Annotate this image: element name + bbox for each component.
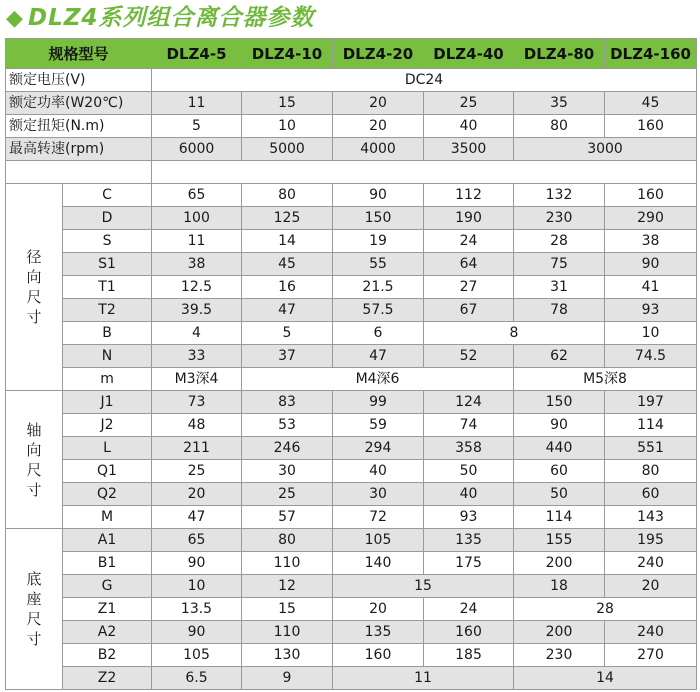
row-name: M xyxy=(63,506,152,529)
cell: 11 xyxy=(152,92,242,115)
cell: 21.5 xyxy=(333,276,424,299)
table-row xyxy=(6,483,697,506)
row-name: J1 xyxy=(63,391,152,414)
cell: 6.5 xyxy=(152,667,242,690)
cell: 25 xyxy=(242,483,333,506)
header-model: DLZ4-80 xyxy=(514,39,605,69)
cell: 19 xyxy=(333,230,424,253)
cell: 3500 xyxy=(424,138,514,161)
row-name: D xyxy=(63,207,152,230)
table-row xyxy=(6,207,697,230)
cell: 60 xyxy=(514,460,605,483)
cell: 5 xyxy=(242,322,333,345)
cell: 150 xyxy=(514,391,605,414)
cell: 38 xyxy=(605,230,697,253)
row-name: S1 xyxy=(63,253,152,276)
cell: 65 xyxy=(152,184,242,207)
cell: 20 xyxy=(605,575,697,598)
cell: 16 xyxy=(242,276,333,299)
cell: 45 xyxy=(605,92,697,115)
table-row xyxy=(6,529,697,552)
cell: 175 xyxy=(424,552,514,575)
diamond-icon: ◆ xyxy=(6,6,23,31)
cell: 5000 xyxy=(242,138,333,161)
cell: 15 xyxy=(333,575,514,598)
row-name: Z2 xyxy=(63,667,152,690)
cell: 240 xyxy=(605,621,697,644)
cell: 20 xyxy=(333,92,424,115)
cell: 20 xyxy=(333,115,424,138)
cell: 114 xyxy=(514,506,605,529)
cell: 200 xyxy=(514,552,605,575)
cell: 140 xyxy=(333,552,424,575)
row-name: T1 xyxy=(63,276,152,299)
empty-cell xyxy=(152,161,697,184)
row-label: 额定功率(W20℃) xyxy=(6,92,152,115)
table-row xyxy=(6,598,697,621)
cell: 14 xyxy=(242,230,333,253)
cell: 114 xyxy=(605,414,697,437)
cell: 11 xyxy=(152,230,242,253)
cell: 24 xyxy=(424,230,514,253)
cell: 270 xyxy=(605,644,697,667)
row-label: 最高转速(rpm) xyxy=(6,138,152,161)
cell: 80 xyxy=(242,529,333,552)
cell: 40 xyxy=(424,115,514,138)
cell: 28 xyxy=(514,230,605,253)
table-row xyxy=(6,644,697,667)
cell: 294 xyxy=(333,437,424,460)
cell: 25 xyxy=(152,460,242,483)
table-row xyxy=(6,552,697,575)
cell: 230 xyxy=(514,644,605,667)
cell: 57.5 xyxy=(333,299,424,322)
cell: 12.5 xyxy=(152,276,242,299)
cell: 93 xyxy=(424,506,514,529)
cell: 40 xyxy=(333,460,424,483)
table-row xyxy=(6,506,697,529)
cell: 83 xyxy=(242,391,333,414)
table-row xyxy=(6,184,697,207)
header-model: DLZ4-160 xyxy=(605,39,697,69)
row-name: C xyxy=(63,184,152,207)
table-row xyxy=(6,138,697,161)
table-row xyxy=(6,345,697,368)
cell: 160 xyxy=(605,184,697,207)
cell: 5 xyxy=(152,115,242,138)
cell: 62 xyxy=(514,345,605,368)
cell: 290 xyxy=(605,207,697,230)
row-label: 额定电压(V) xyxy=(6,69,152,92)
row-name: J2 xyxy=(63,414,152,437)
table-row xyxy=(6,276,697,299)
table-row xyxy=(6,322,697,345)
cell: 59 xyxy=(333,414,424,437)
cell: 74.5 xyxy=(605,345,697,368)
cell: 65 xyxy=(152,529,242,552)
cell: 28 xyxy=(514,598,697,621)
table-row xyxy=(6,230,697,253)
cell: 551 xyxy=(605,437,697,460)
cell: 132 xyxy=(514,184,605,207)
table-row xyxy=(6,414,697,437)
cell: 105 xyxy=(152,644,242,667)
cell: 41 xyxy=(605,276,697,299)
cell: DC24 xyxy=(152,69,697,92)
cell: M5深8 xyxy=(514,368,697,391)
cell: 10 xyxy=(605,322,697,345)
cell: 14 xyxy=(514,667,697,690)
cell: 10 xyxy=(242,115,333,138)
row-name: A2 xyxy=(63,621,152,644)
cell: 50 xyxy=(424,460,514,483)
cell: 47 xyxy=(152,506,242,529)
cell: 4000 xyxy=(333,138,424,161)
cell: 50 xyxy=(514,483,605,506)
table-row xyxy=(6,437,697,460)
cell: 47 xyxy=(333,345,424,368)
cell: 38 xyxy=(152,253,242,276)
cell: 105 xyxy=(333,529,424,552)
row-name: A1 xyxy=(63,529,152,552)
cell: 100 xyxy=(152,207,242,230)
header-row xyxy=(6,39,697,69)
cell: 112 xyxy=(424,184,514,207)
cell: 130 xyxy=(242,644,333,667)
cell: 99 xyxy=(333,391,424,414)
group-label-base: 底 座 尺 寸 xyxy=(6,529,63,690)
row-name: Z1 xyxy=(63,598,152,621)
cell: 12 xyxy=(242,575,333,598)
header-model: DLZ4-40 xyxy=(424,39,514,69)
cell: 230 xyxy=(514,207,605,230)
table-row xyxy=(6,299,697,322)
cell: 185 xyxy=(424,644,514,667)
row-name: m xyxy=(63,368,152,391)
row-name: B xyxy=(63,322,152,345)
header-model: DLZ4-20 xyxy=(333,39,424,69)
cell: 150 xyxy=(333,207,424,230)
table-row xyxy=(6,460,697,483)
cell: 190 xyxy=(424,207,514,230)
cell: 39.5 xyxy=(152,299,242,322)
cell: 135 xyxy=(424,529,514,552)
cell: 45 xyxy=(242,253,333,276)
cell: 53 xyxy=(242,414,333,437)
cell: 60 xyxy=(605,483,697,506)
cell: 93 xyxy=(605,299,697,322)
cell: 6000 xyxy=(152,138,242,161)
cell: 110 xyxy=(242,621,333,644)
cell: 31 xyxy=(514,276,605,299)
cell: 57 xyxy=(242,506,333,529)
cell: 358 xyxy=(424,437,514,460)
row-name: G xyxy=(63,575,152,598)
row-label: 额定扭矩(N.m) xyxy=(6,115,152,138)
cell: 195 xyxy=(605,529,697,552)
row-name: B1 xyxy=(63,552,152,575)
cell: M4深6 xyxy=(242,368,514,391)
cell: 200 xyxy=(514,621,605,644)
row-name: Q1 xyxy=(63,460,152,483)
table-row xyxy=(6,391,697,414)
cell: 20 xyxy=(333,598,424,621)
row-name: Q2 xyxy=(63,483,152,506)
header-model: DLZ4-5 xyxy=(152,39,242,69)
title-bar xyxy=(0,0,700,38)
cell: 37 xyxy=(242,345,333,368)
table-row xyxy=(6,92,697,115)
table-row xyxy=(6,575,697,598)
header-model: DLZ4-10 xyxy=(242,39,333,69)
page-title: DLZ4系列组合离合器参数 xyxy=(28,5,315,31)
cell: 55 xyxy=(333,253,424,276)
row-name: B2 xyxy=(63,644,152,667)
cell: 25 xyxy=(424,92,514,115)
cell: 73 xyxy=(152,391,242,414)
cell: 52 xyxy=(424,345,514,368)
cell: 47 xyxy=(242,299,333,322)
cell: 9 xyxy=(242,667,333,690)
cell: 48 xyxy=(152,414,242,437)
cell: 10 xyxy=(152,575,242,598)
cell: 90 xyxy=(605,253,697,276)
cell: 67 xyxy=(424,299,514,322)
cell: 64 xyxy=(424,253,514,276)
spec-table xyxy=(5,38,697,690)
cell: 24 xyxy=(424,598,514,621)
cell: 125 xyxy=(242,207,333,230)
cell: 40 xyxy=(424,483,514,506)
cell: 90 xyxy=(152,621,242,644)
table-row xyxy=(6,621,697,644)
cell: 27 xyxy=(424,276,514,299)
cell: 80 xyxy=(514,115,605,138)
row-name: N xyxy=(63,345,152,368)
table-row xyxy=(6,115,697,138)
cell: 33 xyxy=(152,345,242,368)
cell: 15 xyxy=(242,92,333,115)
cell: 124 xyxy=(424,391,514,414)
group-label-radial: 径 向 尺 寸 xyxy=(6,184,63,391)
row-name: T2 xyxy=(63,299,152,322)
group-label-axial: 轴 向 尺 寸 xyxy=(6,391,63,529)
cell: 18 xyxy=(514,575,605,598)
cell: M3深4 xyxy=(152,368,242,391)
cell: 6 xyxy=(333,322,424,345)
row-name: L xyxy=(63,437,152,460)
row-name: S xyxy=(63,230,152,253)
cell: 4 xyxy=(152,322,242,345)
cell: 211 xyxy=(152,437,242,460)
cell: 80 xyxy=(605,460,697,483)
header-label: 规格型号 xyxy=(6,39,152,69)
cell: 246 xyxy=(242,437,333,460)
cell: 197 xyxy=(605,391,697,414)
cell: 160 xyxy=(605,115,697,138)
cell: 90 xyxy=(152,552,242,575)
empty-cell xyxy=(6,161,152,184)
cell: 90 xyxy=(333,184,424,207)
cell: 20 xyxy=(152,483,242,506)
cell: 240 xyxy=(605,552,697,575)
cell: 13.5 xyxy=(152,598,242,621)
table-row xyxy=(6,368,697,391)
cell: 30 xyxy=(242,460,333,483)
cell: 35 xyxy=(514,92,605,115)
spacer-row xyxy=(6,161,697,184)
cell: 78 xyxy=(514,299,605,322)
cell: 135 xyxy=(333,621,424,644)
cell: 8 xyxy=(424,322,605,345)
cell: 15 xyxy=(242,598,333,621)
table-row xyxy=(6,667,697,690)
cell: 72 xyxy=(333,506,424,529)
cell: 155 xyxy=(514,529,605,552)
cell: 160 xyxy=(424,621,514,644)
cell: 110 xyxy=(242,552,333,575)
cell: 90 xyxy=(514,414,605,437)
cell: 3000 xyxy=(514,138,697,161)
cell: 143 xyxy=(605,506,697,529)
cell: 11 xyxy=(333,667,514,690)
cell: 80 xyxy=(242,184,333,207)
cell: 160 xyxy=(333,644,424,667)
cell: 74 xyxy=(424,414,514,437)
cell: 440 xyxy=(514,437,605,460)
cell: 30 xyxy=(333,483,424,506)
table-row xyxy=(6,253,697,276)
table-row xyxy=(6,69,697,92)
cell: 75 xyxy=(514,253,605,276)
